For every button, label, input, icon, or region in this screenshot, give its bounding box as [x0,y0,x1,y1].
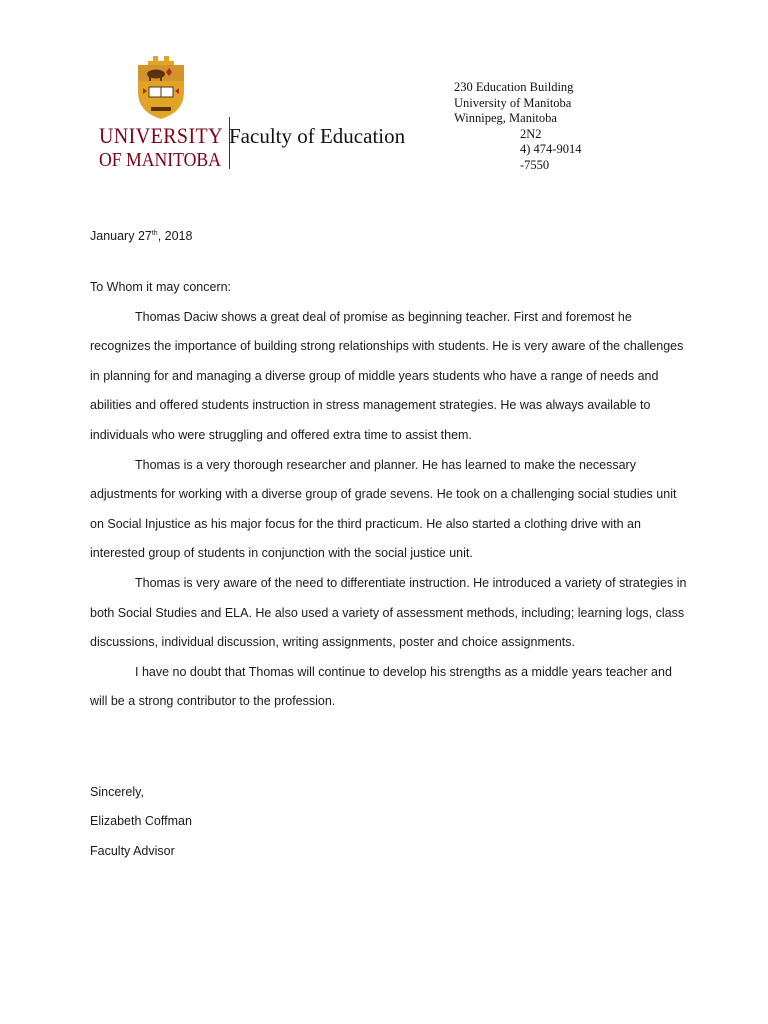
address-line: University of Manitoba [454,95,572,110]
date-year: , 2018 [157,229,193,243]
signature-block [90,778,192,866]
address-postal-partial: 2N2 [520,126,542,141]
closing-phrase: Sincerely, [90,785,144,799]
letter-date [90,229,192,243]
address-line: 230 Education Building [454,80,574,94]
address-block [454,80,654,173]
address-fax-partial: -7550 [520,157,550,172]
university-wordmark [99,124,224,170]
body-paragraph: Thomas Daciw shows a great deal of promise as beginning teacher. First and foremost he recognizes the importance of building strong relationships with students. He is very aware of the challenges in planning for and managing a diverse group of middle years students who have a range of needs and abilities and offered students instruction in stress management strategies. He was always available to individuals who were struggling and offered extra time to assist them. [90,309,684,442]
date-suffix: th [151,229,158,237]
address-line: Winnipeg, Manitoba [454,111,557,125]
letter-body [90,273,690,717]
body-paragraph: Thomas is a very thorough researcher and planner. He has learned to make the necessary adjustments for working with a diverse group of grade sevens. He took on a challenging social studies unit on Social Injustice as his major focus for the third practicum. He also started a clothing drive with an interested group of students in conjunction with the social justice unit. [90,457,677,561]
faculty-name: Faculty of Education [229,124,406,148]
svg-text:UNIVERSITY: UNIVERSITY [99,124,223,148]
university-crest-icon [136,56,186,120]
address-line [454,142,654,158]
body-paragraph: I have no doubt that Thomas will continue to develop his strengths as a middle years teacher and will be a strong contributor to the profession. [90,664,672,709]
signer-title: Faculty Advisor [90,843,175,858]
address-line [454,127,654,143]
date-month-day: January 27 [90,229,152,243]
address-line [454,158,654,174]
address-phone-partial: 4) 474-9014 [520,142,582,156]
body-paragraph: Thomas is very aware of the need to differentiate instruction. He introduced a variety of strategies in both Social Studies and ELA. He also used a variety of assessment methods, including; learning logs, class discussions, individual discussion, writing assignments, poster and choice assignments. [90,575,687,650]
signer-name: Elizabeth Coffman [90,814,192,829]
svg-text:OF MANITOBA: OF MANITOBA [99,149,222,170]
salutation: To Whom it may concern: [90,280,232,294]
